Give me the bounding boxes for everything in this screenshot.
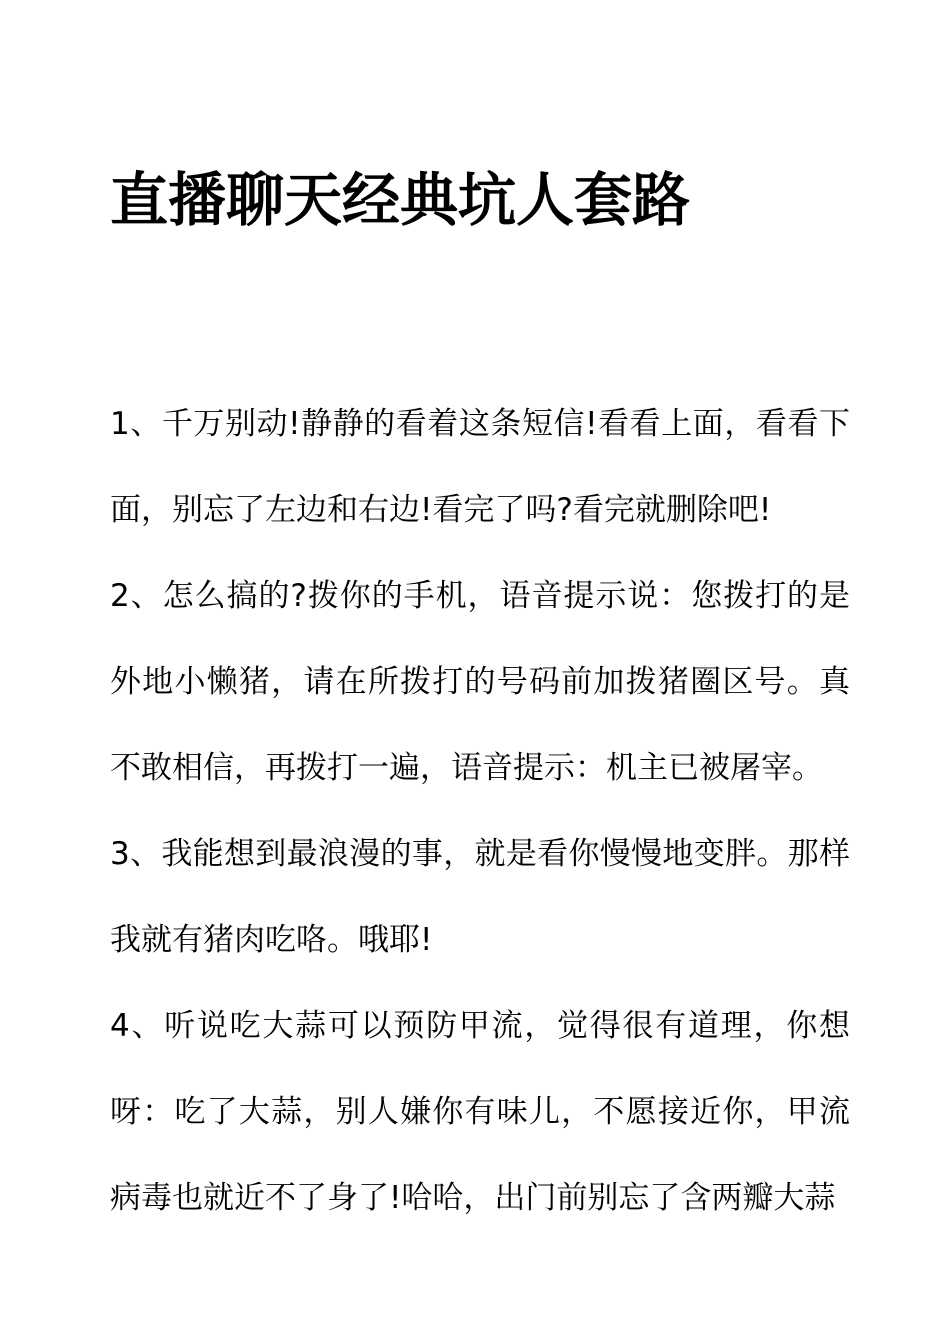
paragraph-1: 1、千万别动!静静的看着这条短信!看看上面，看看下面，别忘了左边和右边!看完了吗?看完就删除吧! — [110, 406, 850, 528]
document-body — [110, 381, 850, 1241]
paragraph-2: 2、怎么搞的?拨你的手机，语音提示说：您拨打的是外地小懒猪，请在所拨打的号码前加拨猪圈区号。真不敢相信，再拨打一遍，语音提示：机主已被屠宰。 — [110, 578, 850, 786]
paragraph-3: 3、我能想到最浪漫的事，就是看你慢慢地变胖。那样我就有猪肉吃咯。哦耶! — [110, 836, 850, 958]
document-title: 直播聊天经典坑人套路 — [110, 166, 691, 234]
paragraph-4: 4、听说吃大蒜可以预防甲流，觉得很有道理，你想呀：吃了大蒜，别人嫌你有味儿，不愿接近你，甲流病毒也就近不了身了!哈哈，出门前别忘了含两瓣大蒜 — [110, 1008, 850, 1216]
